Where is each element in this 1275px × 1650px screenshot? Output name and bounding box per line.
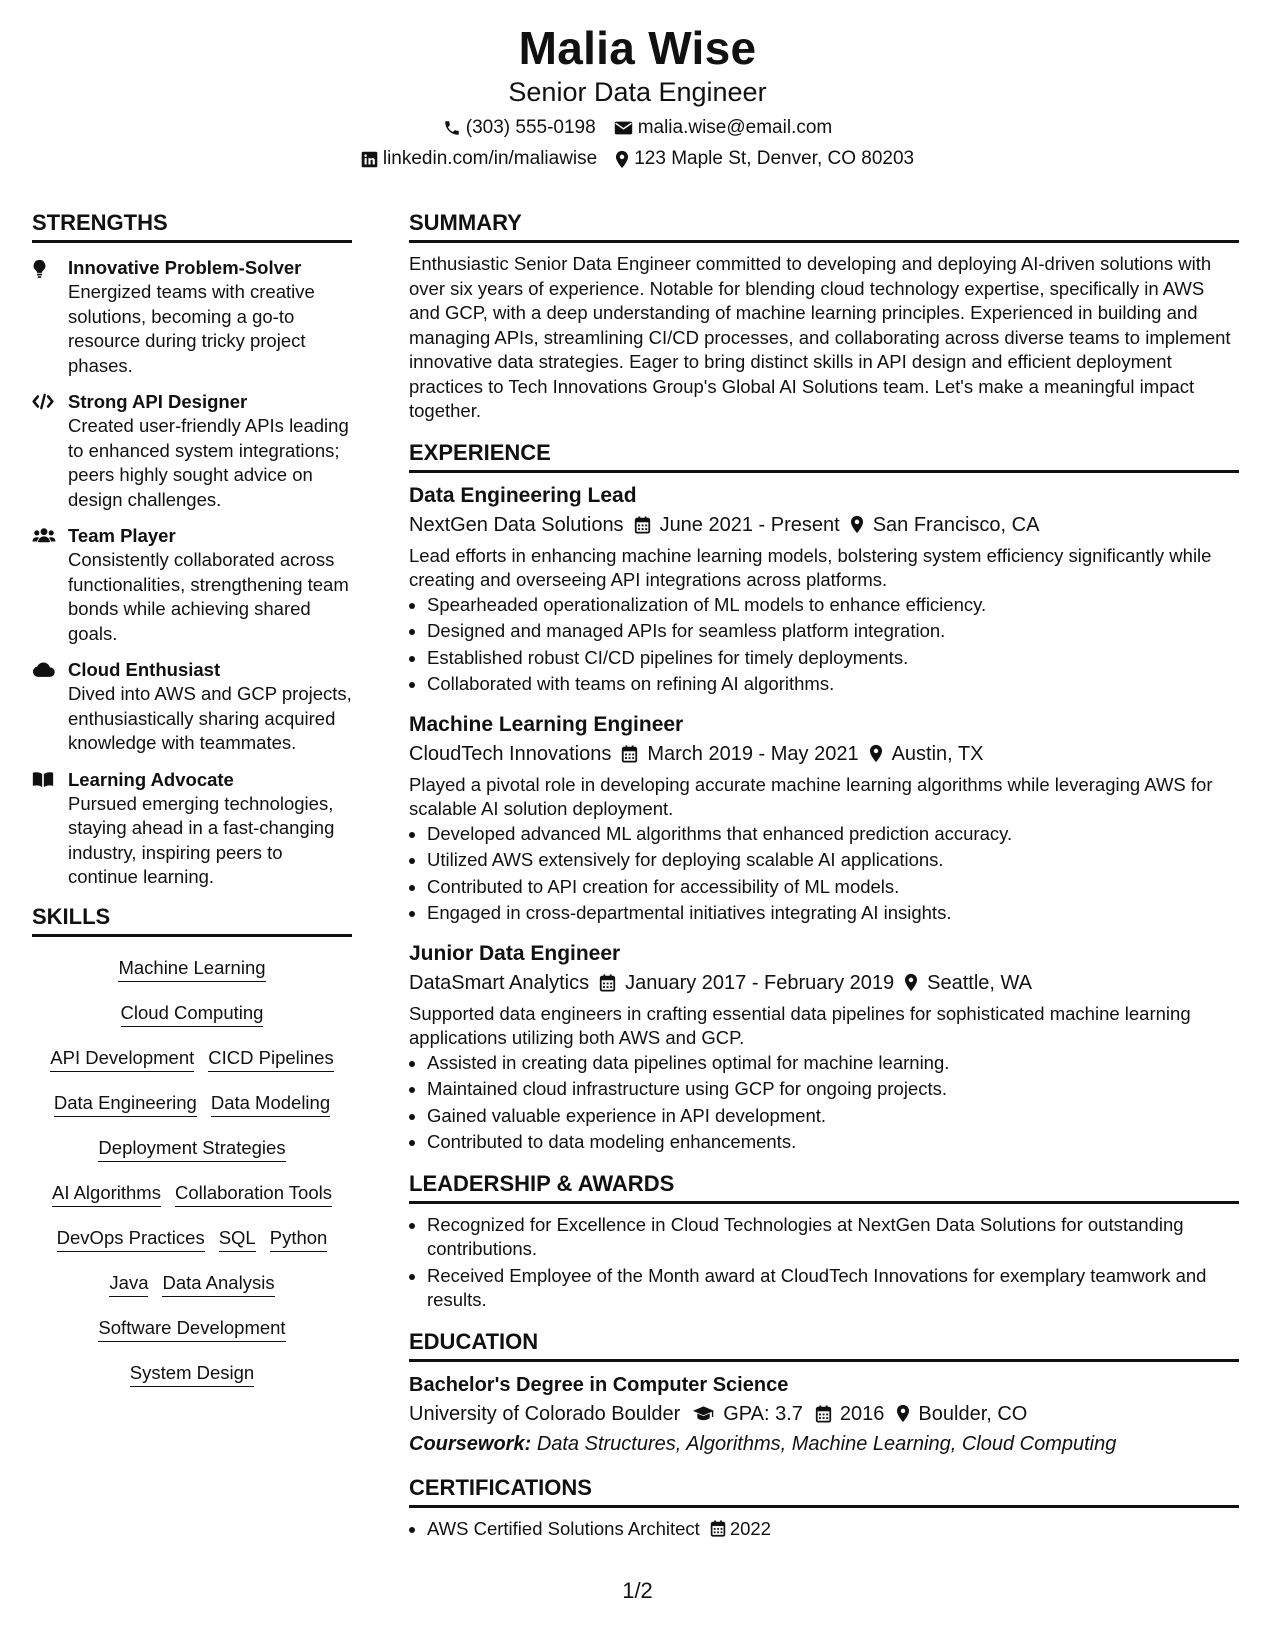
skill-tag: Java [109, 1271, 148, 1297]
summary-text: Enthusiastic Senior Data Engineer committed to developing and deploying AI-driven solutions with over six years of experience. Notable for blending cloud technology expertise, specifically in AWS and GCP, with a deep understanding of machine learning principles. Experienced in building and managing APIs, streamlining CI/CD processes, and collaborating across diverse teams to implement innovative data strategies. Eager to bring distinct skills in API design and efficient deployment practices to Tech Innovations Group's Global AI Solutions team. Let's make a meaningful impact together. [409, 253, 1231, 421]
cert-name: • AWS Certified Solutions Architect [427, 1517, 700, 1539]
calendar-icon [599, 974, 616, 992]
calendar-icon [634, 516, 651, 534]
linkedin-text: linkedin.com/in/maliawise [382, 148, 598, 169]
job-dates: June 2021 - Present [659, 513, 840, 536]
envelope-icon [614, 120, 633, 136]
cloud-icon [32, 662, 56, 678]
map-pin-icon [615, 150, 629, 169]
right-column [409, 208, 1239, 1543]
edu-location: Boulder, CO [918, 1402, 1028, 1425]
skill-tag: Deployment Strategies [98, 1136, 285, 1162]
strength-item [32, 390, 352, 512]
job-location: Austin, TX [891, 742, 984, 765]
calendar-icon [621, 745, 638, 763]
edu-school: University of Colorado Boulder [409, 1402, 681, 1425]
awards-list [409, 1213, 1239, 1313]
award-item: • Recognized for Excellence in Cloud Technologies at NextGen Data Solutions for outstanding contributions. [427, 1213, 1239, 1262]
page-number: 1/2 [622, 1578, 653, 1603]
linkedin-icon [361, 151, 378, 168]
skill-tag: Software Development [98, 1316, 285, 1342]
job-bullet: • Utilized AWS extensively for deploying scalable AI applications. [427, 848, 1239, 873]
job-bullet: • Developed advanced ML algorithms that enhanced prediction accuracy. [427, 822, 1239, 847]
map-pin-icon [904, 973, 918, 992]
job-bullet: • Designed and managed APIs for seamless platform integration. [427, 619, 1239, 644]
job-bullet: • Contributed to API creation for accessibility of ML models. [427, 875, 1239, 900]
strength-desc: Energized teams with creative solutions, becoming a go-to resource during tricky project phases. [68, 281, 315, 376]
job-bullets [409, 593, 1239, 697]
job-bullet: • Contributed to data modeling enhancements. [427, 1130, 1239, 1155]
cert-year: 2022 [729, 1517, 771, 1539]
strength-title: Strong API Designer [68, 391, 248, 412]
skill-tag: API Development [50, 1046, 194, 1072]
phone-contact[interactable] [443, 116, 596, 140]
strengths-heading: STRENGTHS [32, 208, 352, 243]
edu-degree: Bachelor's Degree in Computer Science [409, 1373, 789, 1396]
job-bullets [409, 1051, 1239, 1155]
strength-item [32, 768, 352, 890]
phone-text: (303) 555-0198 [465, 117, 596, 138]
skill-tag: DevOps Practices [57, 1226, 205, 1252]
skill-tag: AI Algorithms [52, 1181, 161, 1207]
job-dates: March 2019 - May 2021 [647, 742, 859, 765]
job-bullet: • Collaborated with teams on refining AI algorithms. [427, 672, 1239, 697]
job-meta [409, 968, 1239, 998]
phone-icon [443, 119, 461, 137]
skill-tag: Collaboration Tools [175, 1181, 332, 1207]
job-bullet: • Assisted in creating data pipelines optimal for machine learning. [427, 1051, 1239, 1076]
job-bullet: • Spearheaded operationalization of ML models to enhance efficiency. [427, 593, 1239, 618]
users-icon [32, 527, 56, 544]
summary-heading: SUMMARY [409, 208, 1239, 243]
skill-tag: Machine Learning [118, 956, 265, 982]
left-column [32, 208, 352, 1406]
strength-title: Cloud Enthusiast [68, 659, 221, 680]
email-contact[interactable] [614, 116, 833, 140]
map-pin-icon [869, 744, 883, 763]
skills-heading: SKILLS [32, 902, 352, 937]
strength-item [32, 524, 352, 646]
skill-tag: CICD Pipelines [208, 1046, 333, 1072]
strength-title: Innovative Problem-Solver [68, 257, 302, 278]
job-meta [409, 739, 1239, 769]
job-title: Data Engineering Lead [409, 483, 637, 507]
edu-gpa: GPA: 3.7 [723, 1402, 803, 1425]
job-location: Seattle, WA [927, 971, 1032, 994]
strength-item [32, 658, 352, 756]
strength-desc: Pursued emerging technologies, staying ahead in a fast-changing industry, inspiring peers to continue learning. [68, 792, 335, 887]
skill-tag: Data Modeling [211, 1091, 330, 1117]
certifications-heading: CERTIFICATIONS [409, 1473, 1239, 1508]
skill-tag: Data Engineering [54, 1091, 197, 1117]
lightbulb-icon [32, 259, 47, 279]
contact-row-2 [0, 147, 1275, 171]
job-title: Machine Learning Engineer [409, 712, 684, 736]
edu-coursework [409, 1429, 1239, 1459]
job-description: Lead efforts in enhancing machine learning models, bolstering system efficiency significantly while creating and overseeing API integrations across platforms. [409, 544, 1212, 590]
strength-title: Learning Advocate [68, 768, 234, 790]
graduation-cap-icon [692, 1405, 715, 1422]
job-location: San Francisco, CA [872, 513, 1040, 536]
job-dates: January 2017 - February 2019 [625, 971, 895, 994]
job-bullet: • Maintained cloud infrastructure using GCP for ongoing projects. [427, 1077, 1239, 1102]
address-text: 123 Maple St, Denver, CO 80203 [634, 148, 915, 169]
strengths-list [32, 252, 352, 890]
skill-tag: System Design [130, 1361, 254, 1387]
edu-meta [409, 1399, 1239, 1429]
skill-tag: SQL [219, 1226, 256, 1252]
strength-item [32, 256, 352, 378]
job-bullet: • Established robust CI/CD pipelines for timely deployments. [427, 646, 1239, 671]
job-entry [409, 711, 1239, 926]
calendar-icon [815, 1405, 832, 1423]
job-description: Supported data engineers in crafting essential data pipelines for sophisticated machine learning applications utilizing both AWS and GCP. [409, 1002, 1191, 1048]
education-heading: EDUCATION [409, 1327, 1239, 1362]
edu-year: 2016 [839, 1402, 885, 1425]
code-icon [32, 393, 54, 410]
resume-header [0, 22, 1275, 171]
certification-item [427, 1517, 1239, 1542]
strength-desc: Dived into AWS and GCP projects, enthusiastically sharing acquired knowledge with teammates. [68, 683, 352, 753]
strength-desc: Consistently collaborated across functionalities, strengthening team bonds while achieving shared goals. [68, 549, 349, 644]
book-icon [32, 771, 54, 788]
job-company: DataSmart Analytics [409, 971, 590, 994]
job-entry [409, 940, 1239, 1155]
job-bullets [409, 822, 1239, 926]
job-company: NextGen Data Solutions [409, 513, 624, 536]
certifications-list [409, 1517, 1239, 1542]
skill-tag: Python [270, 1226, 328, 1252]
candidate-name: Malia Wise [518, 22, 757, 74]
job-meta [409, 510, 1239, 540]
strength-desc: Created user-friendly APIs leading to enhanced system integrations; peers highly sought advice on design challenges. [68, 415, 349, 510]
job-description: Played a pivotal role in developing accurate machine learning algorithms while leveraging AWS for scalable AI solution deployment. [409, 773, 1213, 819]
skill-tag: Data Analysis [162, 1271, 274, 1297]
leadership-heading: LEADERSHIP & AWARDS [409, 1169, 1239, 1204]
job-entry [409, 482, 1239, 697]
skills-list [32, 946, 352, 1406]
job-company: CloudTech Innovations [409, 742, 612, 765]
email-text: malia.wise@email.com [637, 117, 833, 138]
linkedin-contact[interactable] [361, 147, 597, 171]
coursework-text: Data Structures, Algorithms, Machine Learning, Cloud Computing [536, 1432, 1117, 1455]
skill-tag: Cloud Computing [121, 1001, 264, 1027]
job-bullet: • Engaged in cross-departmental initiatives integrating AI insights. [427, 901, 1239, 926]
candidate-title: Senior Data Engineer [508, 77, 767, 107]
address-contact [615, 147, 914, 171]
job-title: Junior Data Engineer [409, 941, 621, 965]
job-bullet: • Gained valuable experience in API development. [427, 1104, 1239, 1129]
coursework-label: Coursework: [409, 1432, 532, 1455]
calendar-icon [710, 1520, 726, 1537]
map-pin-icon [896, 1404, 910, 1423]
strength-title: Team Player [68, 525, 176, 546]
award-item: • Received Employee of the Month award at CloudTech Innovations for exemplary teamwork and results. [427, 1264, 1239, 1313]
contact-row-1 [0, 116, 1275, 140]
map-pin-icon [850, 515, 864, 534]
experience-heading: EXPERIENCE [409, 438, 1239, 473]
